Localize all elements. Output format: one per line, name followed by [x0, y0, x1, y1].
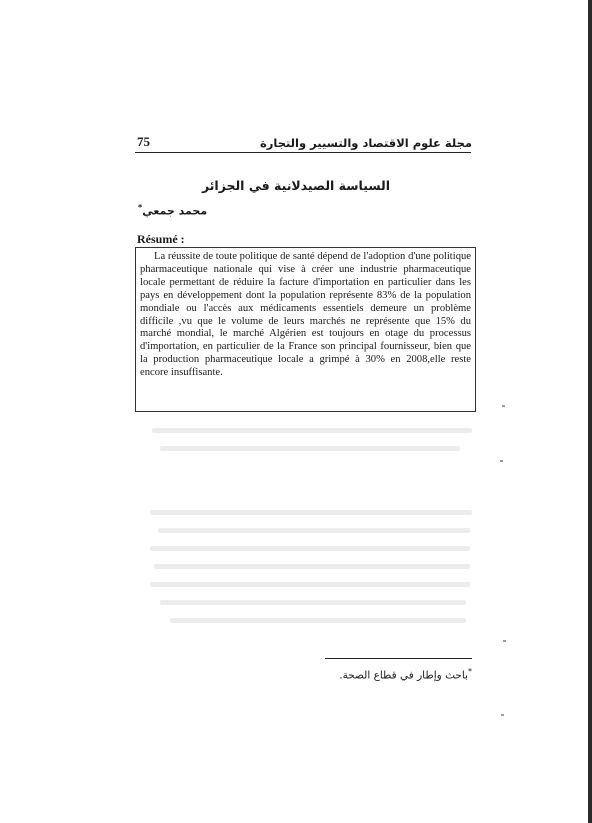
article-title: السياسة الصيدلانية في الجزائر [201, 178, 391, 193]
scan-artifact [500, 460, 503, 462]
resume-label: Résumé : [137, 232, 185, 246]
author-line [138, 203, 207, 218]
journal-name: مجلة علوم الاقتصاد والتسيير والتجارة [259, 136, 472, 150]
header-rule [135, 152, 471, 153]
page-number: 75 [137, 134, 150, 149]
author-name: محمد جمعي [142, 204, 208, 218]
page-edge [588, 0, 592, 823]
scan-artifact [501, 714, 504, 716]
abstract-box [135, 247, 476, 412]
abstract-text: La réussite de toute politique de santé dépend de l'adoption d'une politique pharmaceutique nationale qui vise à créer une industrie pharmaceutique locale permettant de réduire la facture d'importation en particulier dans les pays en développement dont la population représente 83% de la population mondiale ou l'accès aux médicaments essentiels demeure un problème difficile ,vu que le volume de leurs marchés ne représente que 15% du marché mondial, le marché Algérien est toujours en otage du processus d'importation, en particulier de la France son principal fournisseur, bien que la production pharmaceutique locale a grimpé à 30% en 2008,elle reste encore insuffisante. [140, 251, 471, 379]
author-footnote-mark: * [138, 203, 143, 212]
footnote [339, 667, 472, 682]
scan-artifact [502, 405, 505, 407]
footnote-rule [325, 658, 472, 659]
scan-artifact [503, 640, 506, 642]
footnote-text: باحث وإطار في قطاع الصحة. [339, 669, 468, 682]
footnote-mark: * [468, 667, 472, 676]
